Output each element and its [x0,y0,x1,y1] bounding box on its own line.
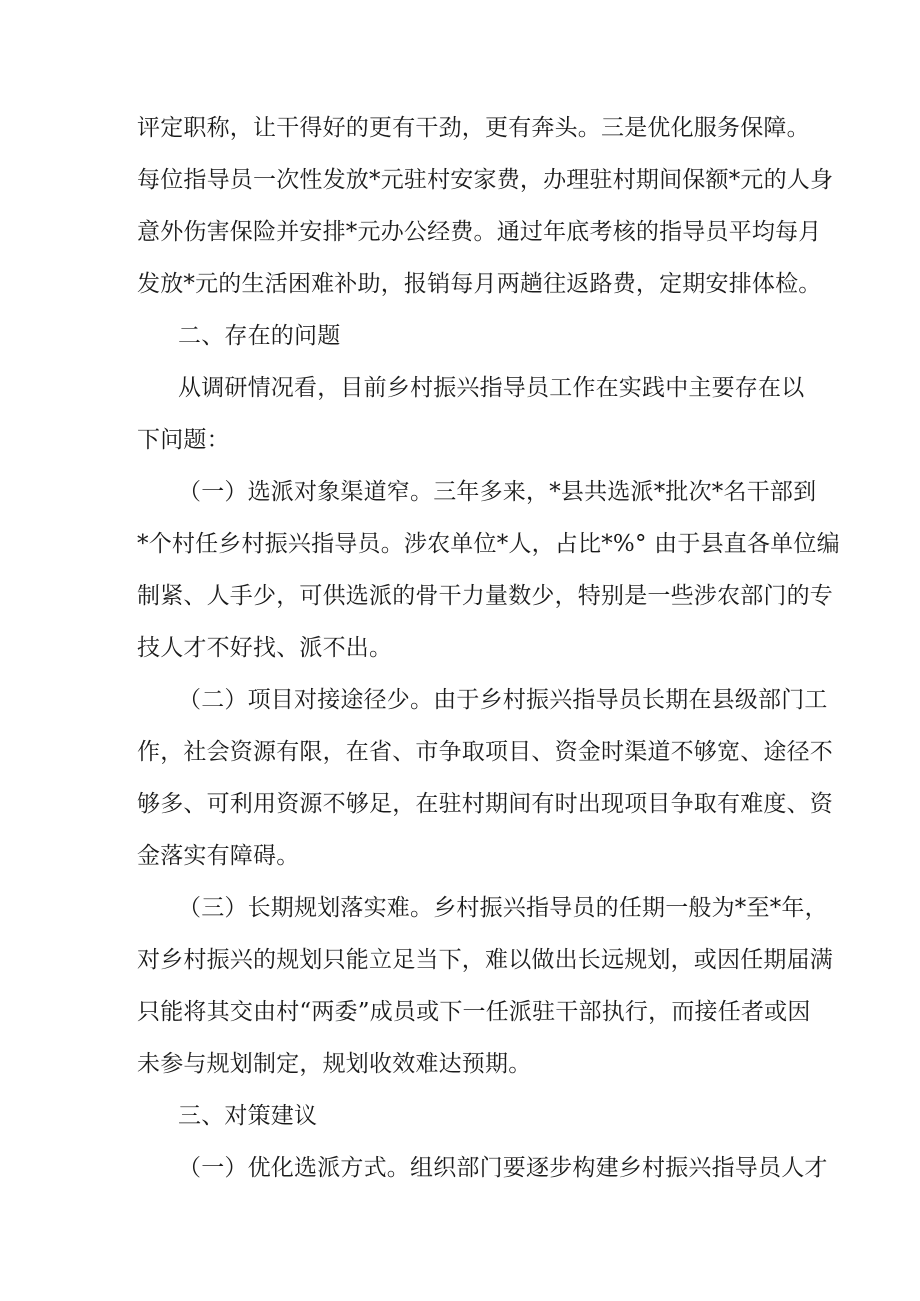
body-text-line: 下问题： [137,427,230,453]
body-text-line: 技人才不好找、派不出。 [137,635,393,661]
body-text-line: 只能将其交由村“两委”成员或下一任派驻干部执行，而接任者或因 [137,999,811,1025]
body-text-line: 从调研情况看，目前乡村振兴指导员工作在实践中主要存在以 [178,375,805,401]
body-text-line: 每位指导员一次性发放*元驻村安家费，办理驻村期间保额*元的人身 [137,167,834,193]
body-text-line: 对乡村振兴的规划只能立足当下，难以做出长远规划，或因任期届满 [137,947,833,973]
subsection-heading-line: （二）项目对接途径少。由于乡村振兴指导员长期在县级部门工 [178,687,828,713]
body-text-line: 作，社会资源有限，在省、市争取项目、资金时渠道不够宽、途径不 [137,739,833,765]
body-text-line: 评定职称，让干得好的更有干劲，更有奔头。三是优化服务保障。 [137,115,810,141]
body-text-line: 制紧、人手少，可供选派的骨干力量数少，特别是一些涉农部门的专 [137,583,833,609]
section-heading: 二、存在的问题 [178,323,341,349]
subsection-heading-line: （三）长期规划落实难。乡村振兴指导员的任期一般为*至*年， [178,895,828,921]
body-text-line: 未参与规划制定，规划收效难达预期。 [137,1051,532,1077]
section-heading: 三、对策建议 [178,1103,318,1129]
body-text-line: *个村任乡村振兴指导员。涉农单位*人，占比*%° 由于县直各单位编 [137,531,840,557]
subsection-heading-line: （一）优化选派方式。组织部门要逐步构建乡村振兴指导员人才 [178,1155,828,1181]
subsection-heading-line: （一）选派对象渠道窄。三年多来，*县共选派*批次*名干部到 [178,479,817,505]
body-text-line: 金落实有障碍。 [137,843,300,869]
body-text-line: 够多、可利用资源不够足，在驻村期间有时出现项目争取有难度、资 [137,791,833,817]
body-text-line: 发放*元的生活困难补助，报销每月两趟往返路费，定期安排体检。 [137,271,822,297]
body-text-line: 意外伤害保险并安排*元办公经费。通过年底考核的指导员平均每月 [137,219,822,245]
